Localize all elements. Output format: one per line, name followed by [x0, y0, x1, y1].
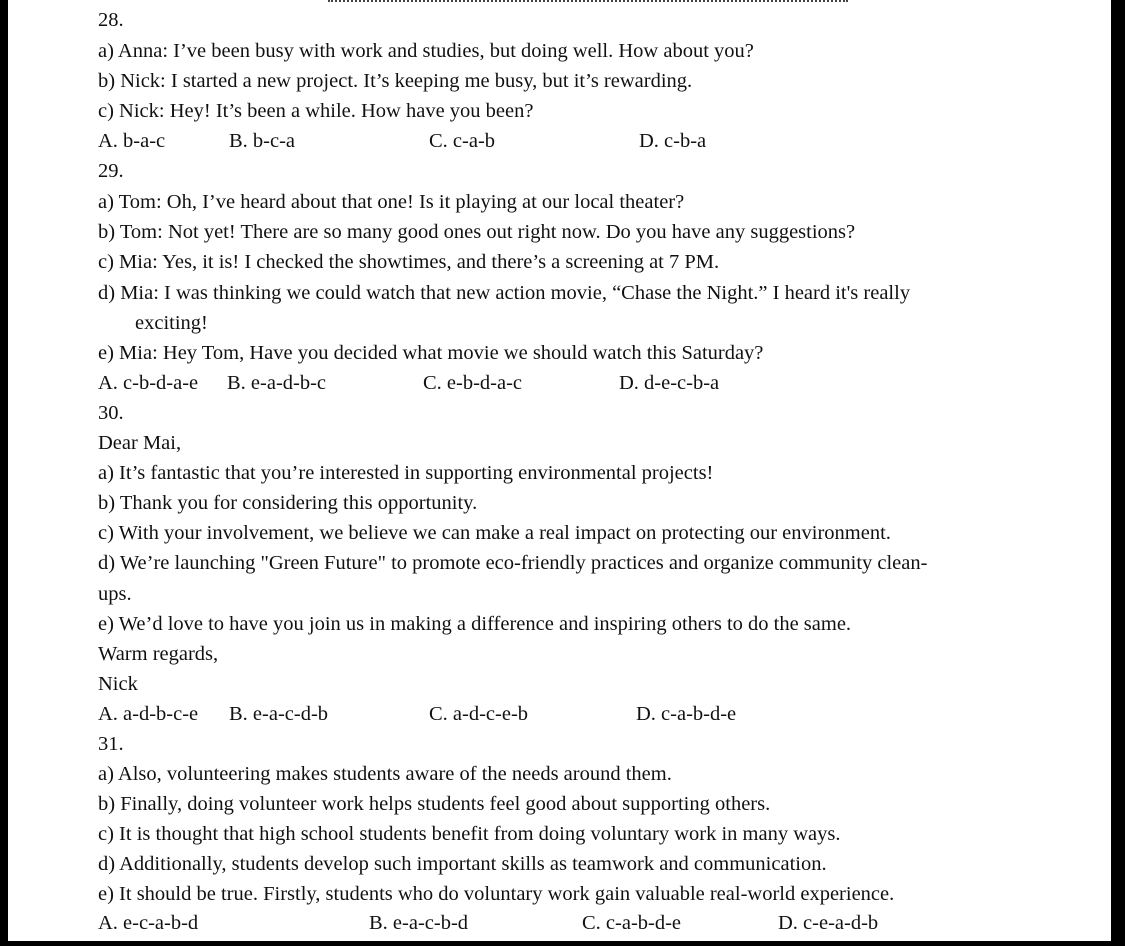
q31-line-b: b) Finally, doing volunteer work helps students feel good about supporting others. [98, 793, 771, 815]
q28-option-a[interactable]: A. b-a-c [98, 130, 166, 152]
q30-option-c[interactable]: C. a-d-c-e-b [429, 703, 529, 725]
question-29-number: 29. [98, 160, 124, 182]
q31-line-d: d) Additionally, students develop such important skills as teamwork and communication. [98, 853, 827, 875]
q30-line-c: c) With your involvement, we believe we can make a real impact on protecting our environment. [98, 522, 891, 544]
q28-line-c: c) Nick: Hey! It’s been a while. How have you been? [98, 100, 534, 122]
q30-line-b: b) Thank you for considering this opportunity. [98, 492, 478, 514]
q29-line-b: b) Tom: Not yet! There are so many good ones out right now. Do you have any suggestions? [98, 221, 856, 243]
q29-option-c[interactable]: C. e-b-d-a-c [423, 372, 523, 394]
q31-line-a: a) Also, volunteering makes students aware of the needs around them. [98, 763, 672, 785]
q31-option-d[interactable]: D. c-e-a-d-b [778, 912, 879, 934]
question-31-number: 31. [98, 733, 124, 755]
document-page [8, 0, 1111, 941]
q30-greeting: Dear Mai, [98, 432, 182, 454]
q30-line-e: e) We’d love to have you join us in making a difference and inspiring others to do the same. [98, 613, 852, 635]
q30-option-a[interactable]: A. a-d-b-c-e [98, 703, 199, 725]
q30-line-d-continued: ups. [98, 583, 132, 605]
q30-signature: Nick [98, 673, 138, 695]
q30-option-d[interactable]: D. c-a-b-d-e [636, 703, 737, 725]
q31-line-c: c) It is thought that high school students benefit from doing voluntary work in many ways. [98, 823, 841, 845]
q29-option-b[interactable]: B. e-a-d-b-c [227, 372, 327, 394]
q30-line-d: d) We’re launching "Green Future" to promote eco-friendly practices and organize community clean- [98, 552, 928, 574]
q29-line-a: a) Tom: Oh, I’ve heard about that one! Is it playing at our local theater? [98, 191, 685, 213]
q31-option-b[interactable]: B. e-a-c-b-d [369, 912, 469, 934]
q31-line-e: e) It should be true. Firstly, students who do voluntary work gain valuable real-world experience. [98, 883, 895, 905]
q28-option-d[interactable]: D. c-b-a [639, 130, 707, 152]
q28-line-a: a) Anna: I’ve been busy with work and studies, but doing well. How about you? [98, 40, 754, 62]
q29-option-d[interactable]: D. d-e-c-b-a [619, 372, 720, 394]
q28-option-c[interactable]: C. c-a-b [429, 130, 496, 152]
q31-option-c[interactable]: C. c-a-b-d-e [582, 912, 682, 934]
q29-option-a[interactable]: A. c-b-d-a-e [98, 372, 199, 394]
question-30-number: 30. [98, 402, 124, 424]
q28-option-b[interactable]: B. b-c-a [229, 130, 296, 152]
q29-line-c: c) Mia: Yes, it is! I checked the showtimes, and there’s a screening at 7 PM. [98, 251, 720, 273]
q28-line-b: b) Nick: I started a new project. It’s keeping me busy, but it’s rewarding. [98, 70, 693, 92]
q30-closing: Warm regards, [98, 643, 219, 665]
q29-line-e: e) Mia: Hey Tom, Have you decided what movie we should watch this Saturday? [98, 342, 764, 364]
q30-line-a: a) It’s fantastic that you’re interested in supporting environmental projects! [98, 462, 714, 484]
q30-option-b[interactable]: B. e-a-c-d-b [229, 703, 329, 725]
q29-line-d-continued: exciting! [135, 312, 208, 334]
q31-option-a[interactable]: A. e-c-a-b-d [98, 912, 199, 934]
cropped-top-text [328, 0, 848, 5]
q29-line-d: d) Mia: I was thinking we could watch that new action movie, “Chase the Night.” I heard it's really [98, 282, 911, 304]
question-28-number: 28. [98, 9, 124, 31]
